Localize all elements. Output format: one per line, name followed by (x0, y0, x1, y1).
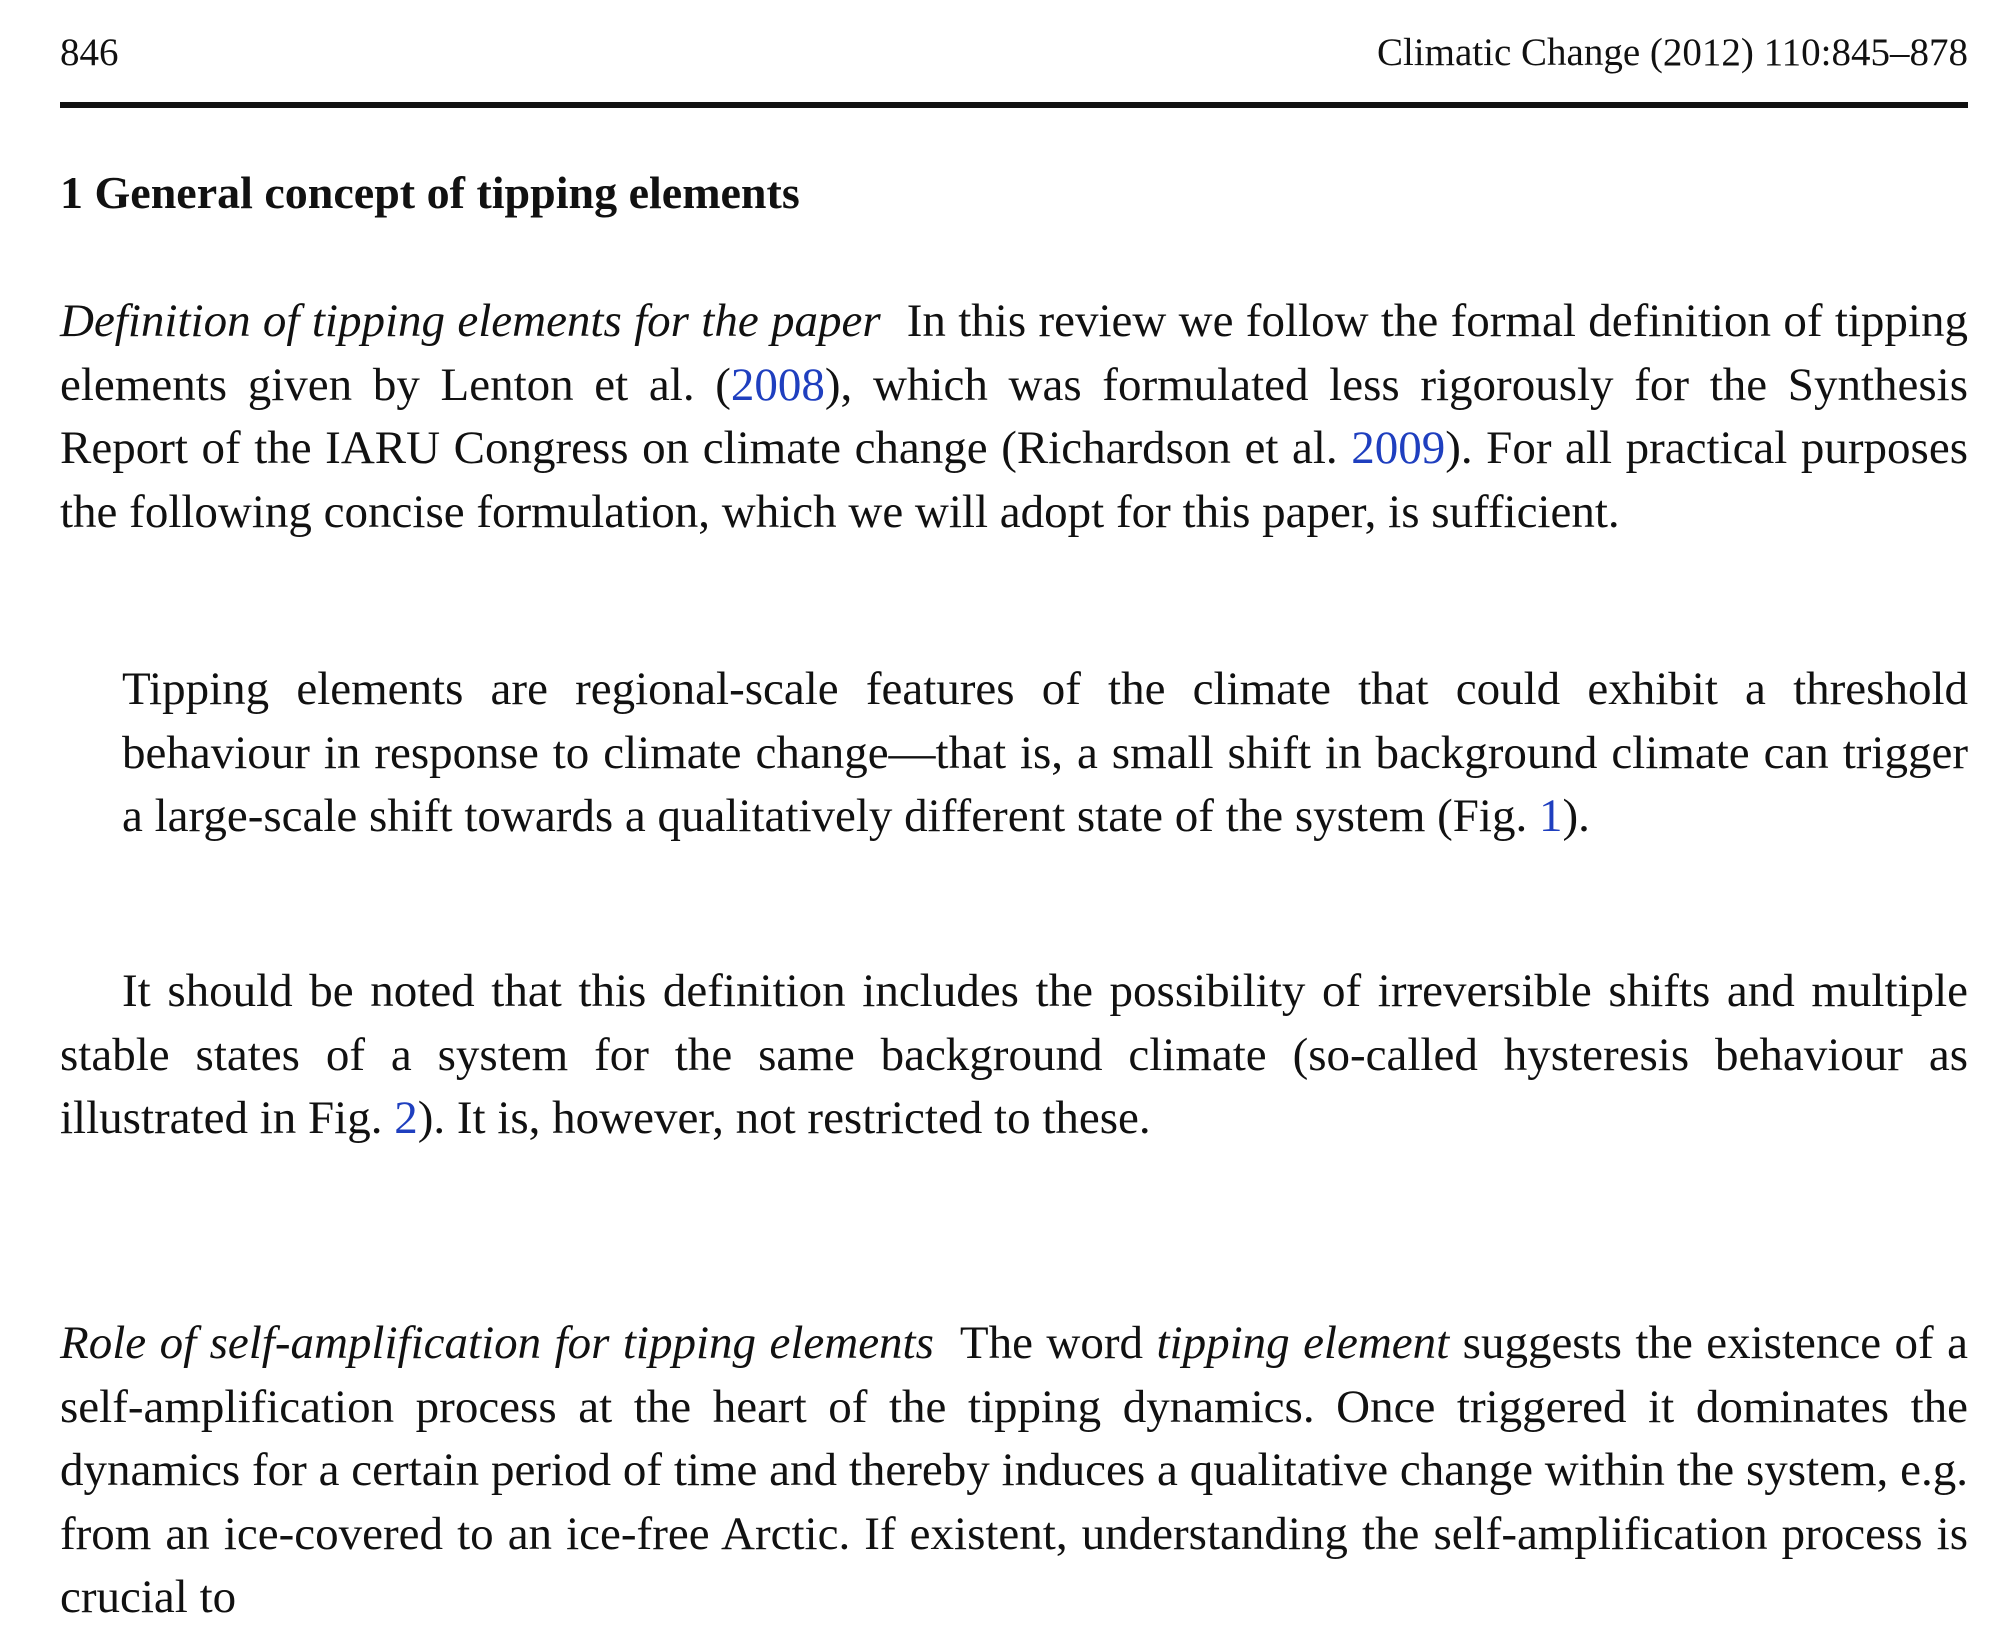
role-text-1: The word (959, 1317, 1157, 1369)
definition-quote (122, 658, 1968, 849)
role-text-2: suggests the existence of a self-amplification process at the heart of the tipping dynamics. Once triggered it dominates the dynamics for a certain period of time and thereby induces a qualitative change within the system, e.g. from an ice-covered to an ice-free Arctic. If existent, understanding the self-amplification process is crucial to (60, 1317, 1968, 1623)
note-text-1: It should be noted that this definition includes the possibility of irreversible shifts and multiple stable states of a system for the same background climate (so-called hysteresis behaviour as illustrated in Fig. (60, 965, 1968, 1144)
running-head (60, 30, 1968, 78)
quote-text-2: ). (1562, 790, 1590, 842)
quote-text-1: Tipping elements are regional-scale features of the climate that could exhibit a threshold behaviour in response to climate change—that is, a small shift in background climate can trigger a large-scale shift towards a qualitatively different state of the system (Fig. (122, 663, 1968, 842)
section-title: 1 General concept of tipping elements (60, 167, 800, 218)
role-emphasis: tipping element (1156, 1317, 1450, 1369)
page-number: 846 (60, 31, 119, 74)
citation-link-richardson-2009[interactable]: 2009 (1351, 422, 1446, 474)
definition-text-3: ). For all practical purposes the following concise formulation, which we will adopt for this paper, is sufficient. (60, 422, 1968, 538)
self-amplification-paragraph (60, 1312, 1968, 1630)
journal-reference: Climatic Change (2012) 110:845–878 (1376, 31, 1968, 74)
note-text-2: ). It is, however, not restricted to these. (417, 1092, 1151, 1144)
definition-text-2: ), which was formulated less rigorously for the Synthesis Report of the IARU Congress on climate change (Richardson et al. (60, 358, 1968, 474)
citation-link-lenton-2008[interactable]: 2008 (730, 358, 825, 411)
role-run-in-heading: Role of self-amplification for tipping elements (60, 1317, 934, 1369)
figure-link-1[interactable]: 1 (1538, 790, 1563, 842)
definition-paragraph (60, 290, 1968, 544)
figure-link-2[interactable]: 2 (394, 1092, 418, 1144)
definition-text-1: In this review we follow the formal definition of tipping elements given by Lenton et al. ( (60, 295, 1968, 411)
hysteresis-note-paragraph (60, 960, 1968, 1151)
definition-run-in-heading: Definition of tipping elements for the paper (60, 295, 881, 347)
header-rule (60, 102, 1968, 108)
